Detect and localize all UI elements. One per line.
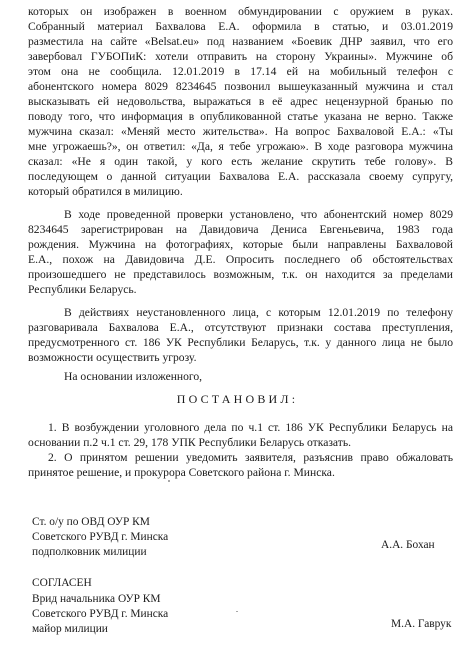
- body-line: высказывать ей недовольства, выражаться в её адрес нецензурной бранью по: [28, 95, 453, 108]
- body-line: предусмотренного ст. 186 УК Республики Беларусь, т.к. у данного лица не было: [28, 336, 453, 349]
- body-line: В ходе проведенной проверки установлено, что абонентский номер 8029: [64, 208, 453, 221]
- decision-line: 1. В возбуждении уголовного дела по ч.1 ст. 186 УК Республики Беларусь на: [48, 421, 453, 434]
- decision-line: принятое решение, и прокурора Советского района г. Минска.: [28, 466, 335, 479]
- ink-speck: [236, 611, 238, 612]
- signatory-position-line: Врид начальника ОУР КМ: [32, 593, 161, 605]
- body-line: В действиях неустановленного лица, с которым 12.01.2019 по телефону: [64, 306, 453, 319]
- decision-line: 2. О принятом решении уведомить заявителя, разъяснив право обжаловать: [48, 451, 453, 464]
- signatory-position-line: Советского РУВД г. Минска: [32, 531, 169, 543]
- signatory-position-line: майор милиции: [32, 623, 108, 635]
- signatory-position-line: Советского РУВД г. Минска: [32, 608, 169, 620]
- body-line: мужчина сказал: «Меняй место жительства». На вопрос Бахваловой Е.А.: «Ты: [28, 125, 453, 138]
- approval-label: СОГЛАСЕН: [32, 577, 92, 589]
- body-line: мне угрожаешь?», он ответил: «Да, я тебе угрожаю». В ходе разговора мужчина: [28, 140, 453, 153]
- signatory-position-line: Ст. о/у по ОВД ОУР КМ: [32, 516, 150, 528]
- body-line: рождения. Мужчина на фотографиях, которые были направлены Бахваловой: [28, 238, 453, 251]
- body-line: 8234645 зарегистрирован на Давидовича Дениса Евгеньевича, 1983 года: [28, 223, 453, 236]
- resolution-heading: ПОСТАНОВИЛ:: [176, 392, 299, 406]
- signatory-name: М.А. Гаврук: [391, 618, 452, 630]
- body-line: Республики Беларусь.: [28, 283, 137, 296]
- ink-speck: [168, 480, 170, 482]
- body-line: На основании изложенного,: [64, 370, 203, 383]
- decision-line: основании п.2 ч.1 ст. 29, 178 УПК Республики Беларусь отказать.: [28, 436, 352, 449]
- body-line: разговаривала Бахвалова Е.А., отсутствуют признаки состава преступления,: [28, 321, 453, 334]
- body-line: Е.А., похож на Давидовича Д.Е. Опросить последнего об обстоятельствах: [28, 253, 453, 266]
- body-line: которых он изображен в военном обмундировании с оружием в руках.: [28, 5, 453, 18]
- body-line: сказал: «Не я один такой, у кого есть желание скрутить тебе голову». В: [28, 155, 453, 168]
- signatory-position-line: подполковник милиции: [32, 546, 147, 558]
- body-line: Собранный материал Бахвалова Е.А. оформила в статью, и 03.01.2019: [28, 20, 453, 33]
- body-line: произошедшего не представилось возможным, т.к. он находится за пределами: [28, 268, 453, 281]
- body-line: абонентского номера 8029 8234645 позвонил вышеуказанный мужчина и стал: [28, 80, 453, 93]
- body-line: поводу того, что информация в опубликованной статье указана не верно. Также: [28, 110, 453, 123]
- body-line: этом она не сообщила. 12.01.2019 в 17.14 ей на мобильный телефон с: [28, 65, 453, 78]
- body-line: завербовал ГУБОПиК: хотели отправить на сторону Украины». Мужчине об: [28, 50, 453, 63]
- body-line: который обратился в милицию.: [28, 185, 183, 198]
- body-line: разместила на сайте «Belsat.eu» под названием «Боевик ДНР заявил, что его: [28, 35, 453, 48]
- signatory-name: А.А. Бохан: [381, 539, 435, 551]
- body-line: последующем о данной ситуации Бахвалова Е.А. рассказала своему супругу,: [28, 170, 453, 183]
- body-line: возможности осуществить угрозу.: [28, 351, 197, 364]
